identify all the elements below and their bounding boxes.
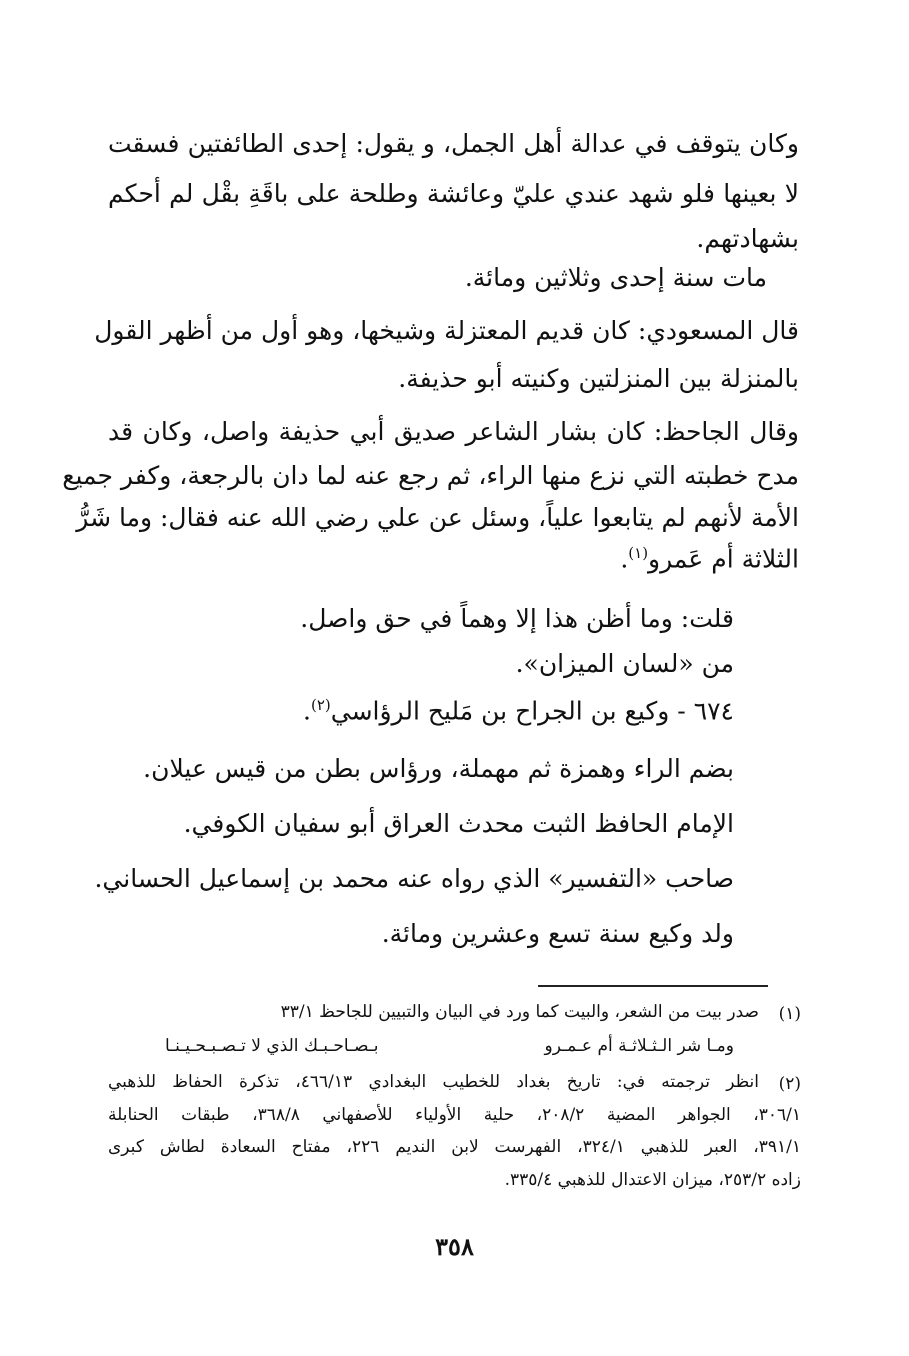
body-line: مات سنة إحدى وثلاثين ومائة. (464, 263, 767, 292)
body-text: . (620, 544, 629, 574)
footnote-line: انظر ترجمته في: تاريخ بغداد للخطيب البغدادي ٤٦٦/١٣، تذكرة الحفاظ للذهبي (108, 1072, 759, 1092)
body-line: من «لسان الميزان». (515, 649, 734, 678)
entry-heading-text: ٦٧٤ - وكيع بن الجراح بن مَليح الرؤاسي (330, 696, 734, 726)
footnote-marker: (٢) (310, 696, 331, 714)
footnote-separator (538, 985, 768, 987)
body-line: وكان يتوقف في عدالة أهل الجمل، و يقول: إحدى الطائفتين فسقت (108, 129, 799, 158)
body-text: الثلاثة أم عَمرو (648, 544, 799, 574)
body-line: بالمنزلة بين المنزلتين وكنيته أبو حذيفة. (398, 364, 799, 393)
poem-hemistich-first: ومـا شر الـثـلاثـة أم عـمـرو (544, 1036, 734, 1056)
footnote-number: (١) (778, 1004, 801, 1024)
body-line: بضم الراء وهمزة ثم مهملة، ورؤاس بطن من قيس عيلان. (143, 754, 734, 783)
entry-heading (303, 696, 734, 726)
body-line: الأمة لأنهم لم يتابعوا علياً، وسئل عن علي رضي الله عنه فقال: وما شَرُّ (76, 503, 799, 532)
body-line: قلت: وما أظن هذا إلا وهماً في حق واصل. (300, 604, 734, 633)
body-line: ولد وكيع سنة تسع وعشرين ومائة. (381, 919, 734, 948)
footnote-line: زاده ٢٥٣/٢، ميزان الاعتدال للذهبي ٣٣٥/٤. (504, 1170, 801, 1190)
page-number: ٣٥٨ (435, 1232, 474, 1261)
body-line: الإمام الحافظ الثبت محدث العراق أبو سفيان الكوفي. (183, 809, 734, 838)
body-line: مدح خطبته التي نزع منها الراء، ثم رجع عنه لما دان بالرجعة، وكفر جميع (62, 461, 799, 490)
footnote-marker: (١) (628, 544, 649, 562)
poem-verse (165, 1036, 734, 1056)
footnote-line: ٣٠٦/١، الجواهر المضية ٢٠٨/٢، حلية الأولياء للأصفهاني ٣٦٨/٨، طبقات الحنابلة (108, 1105, 801, 1125)
body-line: صاحب «التفسير» الذي رواه عنه محمد بن إسماعيل الحساني. (94, 864, 734, 893)
poem-hemistich-second: بـصـاحـبـك الذي لا تـصـبـحـيـنـا (165, 1036, 379, 1056)
body-line (620, 544, 799, 574)
body-line: لا بعينها فلو شهد عندي عليّ وعائشة وطلحة على باقَةِ بقْل لم أحكم (108, 179, 799, 208)
footnote-number: (٢) (778, 1074, 801, 1094)
footnote-line: ٣٩١/١، العبر للذهبي ٣٢٤/١، الفهرست لابن النديم ٢٢٦، مفتاح السعادة لطاش كبرى (108, 1137, 801, 1157)
footnote-line: صدر بيت من الشعر، والبيت كما ورد في البيان والتبيين للجاحظ ٣٣/١ (280, 1002, 759, 1022)
body-line: قال المسعودي: كان قديم المعتزلة وشيخها، وهو أول من أظهر القول (94, 316, 799, 345)
body-line: بشهادتهم. (696, 224, 799, 253)
entry-heading-end: . (303, 696, 311, 726)
body-line: وقال الجاحظ: كان بشار الشاعر صديق أبي حذيفة واصل، وكان قد (108, 417, 799, 446)
